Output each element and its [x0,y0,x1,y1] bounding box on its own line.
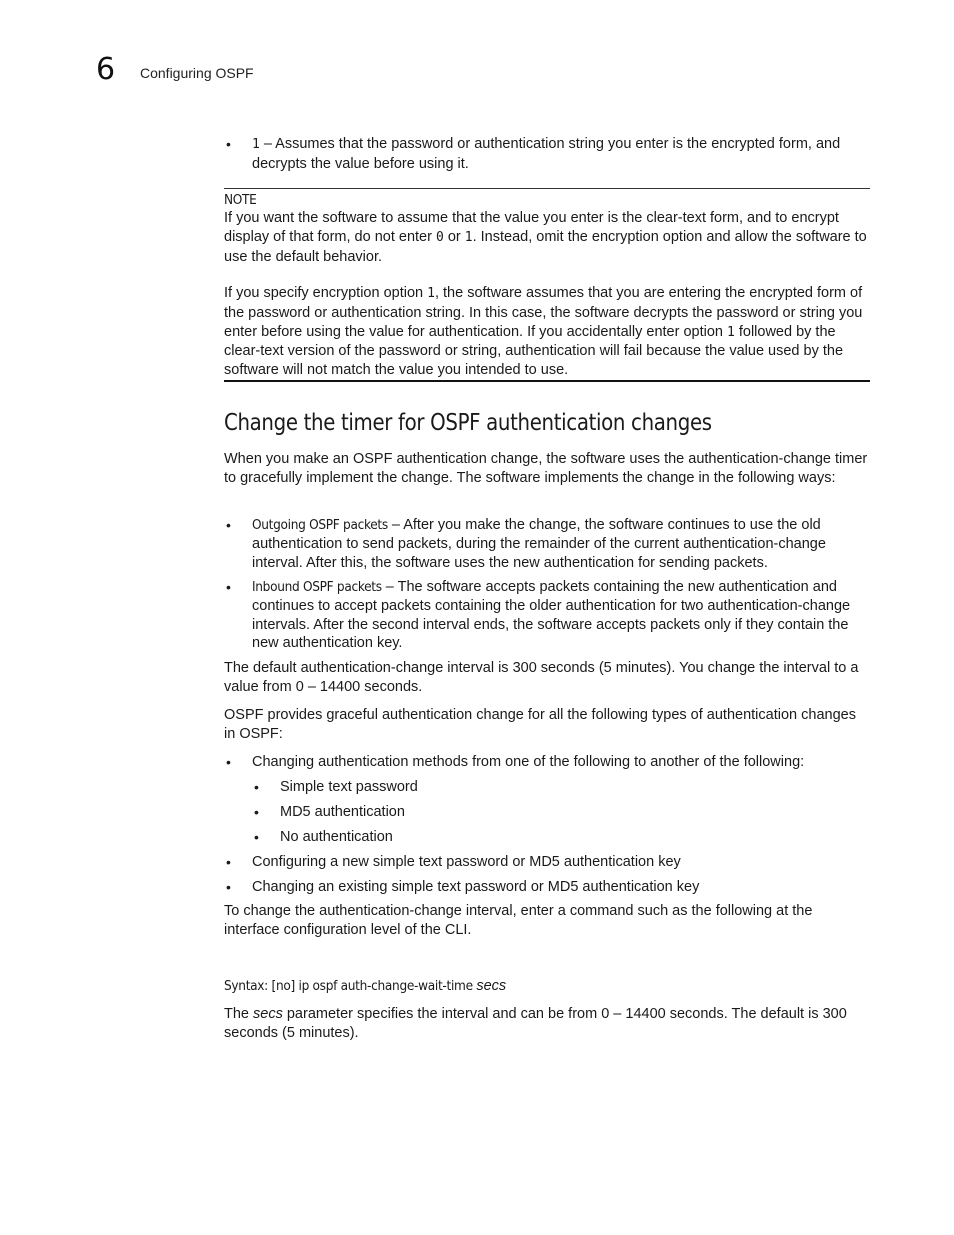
note-paragraph-1: If you want the software to assume that the value you enter is the clear-text form, and to encrypt display of that form, do not enter 0 or 1. Instead, omit the encryption option and allow the software to use the default behavior. [224,210,867,265]
section-heading-wrap [224,409,870,437]
default-interval-paragraph: The default authentication-change interval is 300 seconds (5 minutes). You change the interval to a value from 0 – 14400 seconds. [224,660,859,695]
chapter-title: Configuring OSPF [140,65,254,81]
inbound-packets-bullet: • Inbound OSPF packets – The software accepts packets containing the new authentication and continues to accept packets containing the older authentication for two authentication-change intervals. After the second interval ends, the software accepts packets only if they contain the new authentication key. [226,579,851,652]
sub-bullet-simple-text: • Simple text password [254,779,418,795]
bullet-dot: • [226,136,231,152]
change-methods-bullet: • Changing authentication methods from one of the following to another of the following: [226,754,805,770]
bullet-dot: • [226,879,231,895]
note-label: NOTE [224,192,257,208]
encryption-option-1-bullet [224,135,870,174]
bullet-dot: • [254,804,259,820]
chapter-number: 6 [96,52,116,87]
syntax-line [224,977,870,996]
code-1: 1 [464,229,473,245]
bullet-dot: • [226,579,231,595]
syntax-param: secs [476,978,507,994]
bullet-dot: • [226,854,231,870]
bullet-text: – Assumes that the password or authentication string you enter is the encrypted form, and decrypts the value before using it. [252,136,841,172]
bullet-dot: • [226,517,231,533]
note-top-rule [224,188,870,189]
sub-bullet-md5: • MD5 authentication [254,804,405,820]
section-heading: Change the timer for OSPF authentication changes [224,410,712,436]
code-1: 1 [252,137,260,152]
param-description: The secs parameter specifies the interval and can be from 0 – 14400 seconds. The default is 300 seconds (5 minutes). [224,1006,847,1041]
outgoing-packets-bullet: • Outgoing OSPF packets – After you make the change, the software continues to use the old authentication to send packets, during the remainder of the current authentication-change interval. After this, the software uses the new authentication for sending packets. [226,517,826,571]
to-change-paragraph: To change the authentication-change interval, enter a command such as the following at the interface configuration level of the CLI. [224,903,813,938]
new-key-bullet: • Configuring a new simple text password or MD5 authentication key [226,854,681,870]
sub-bullet-no-auth: • No authentication [254,829,393,845]
bullet-label: Inbound OSPF packets [252,579,382,595]
change-key-bullet: • Changing an existing simple text password or MD5 authentication key [226,879,700,895]
bullet-label: Outgoing OSPF packets [252,517,388,533]
bullet-dot: • [226,754,231,770]
code-1: 1 [427,286,435,301]
bullet-dot: • [254,829,259,845]
note-paragraph-2: If you specify encryption option 1, the software assumes that you are entering the encrypted form of the password or authentication string. In this case, the software decrypts the password or string you enter before using the value for authentication. If you accidentally enter option 1 followed by the clear-text version of the password or string, authentication will fail because the value used by the software will not match the value you intended to use. [224,285,863,379]
note-bottom-rule [224,380,870,382]
section-intro: When you make an OSPF authentication change, the software uses the authentication-change timer to gracefully implement the change. The software implements the change in the following ways: [224,451,868,486]
bullet-dot: • [254,779,259,795]
graceful-change-paragraph: OSPF provides graceful authentication change for all the following types of authentication changes in OSPF: [224,707,856,742]
code-0: 0 [435,229,444,245]
code-1: 1 [727,324,735,340]
syntax-label: Syntax: [no] ip ospf auth-change-wait-time [224,978,477,994]
